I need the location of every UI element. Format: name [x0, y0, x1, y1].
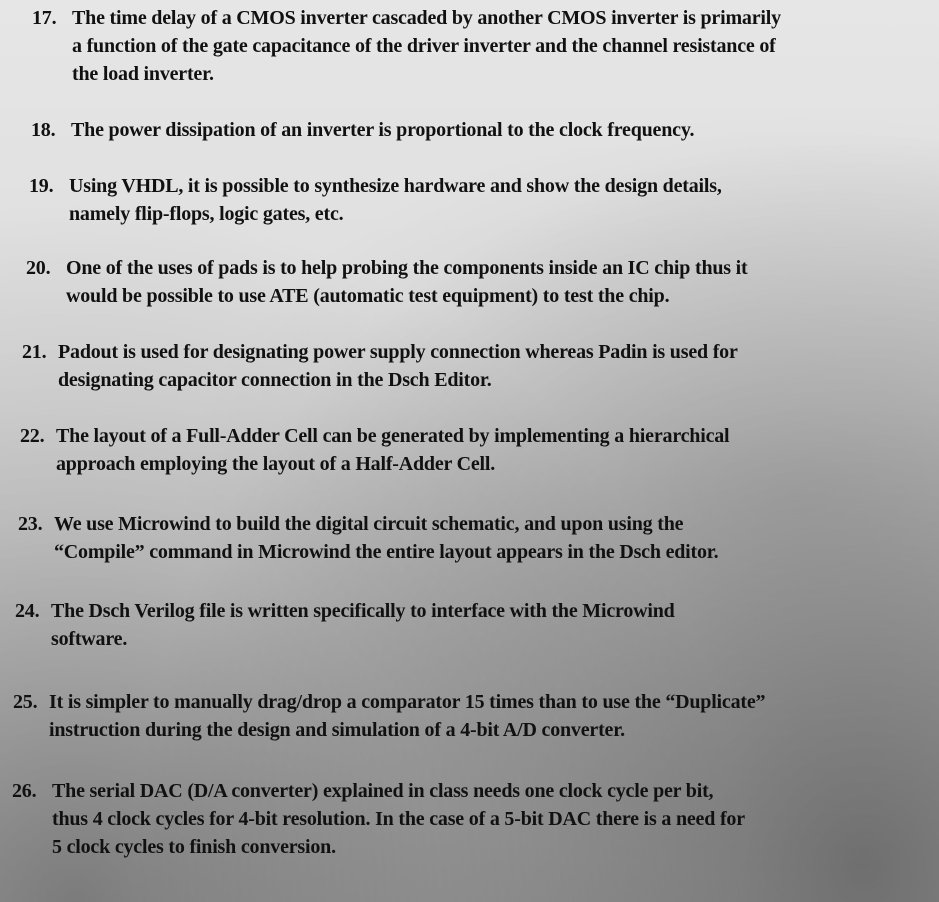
question-text: [66, 254, 916, 310]
question-number: 17.: [32, 7, 57, 29]
question-26: [12, 777, 927, 861]
question-line: One of the uses of pads is to help probing the components inside an IC chip thus it: [66, 257, 748, 279]
question-number: 18.: [31, 119, 56, 141]
question-line: approach employing the layout of a Half-Adder Cell.: [56, 453, 496, 475]
question-text: [52, 777, 927, 861]
question-line: 5 clock cycles to finish conversion.: [52, 836, 336, 858]
question-number: 19.: [29, 175, 54, 197]
question-line: The time delay of a CMOS inverter cascaded by another CMOS inverter is primarily: [72, 7, 781, 29]
question-18: [31, 116, 911, 144]
question-number: 26.: [12, 780, 37, 802]
question-number: 20.: [26, 257, 51, 279]
question-17: [32, 4, 912, 88]
question-line: designating capacitor connection in the Dsch Editor.: [58, 369, 492, 391]
question-24: [15, 597, 915, 653]
question-text: [71, 116, 911, 144]
question-number: 21.: [22, 341, 47, 363]
question-line: We use Microwind to build the digital circuit schematic, and upon using the: [54, 513, 684, 535]
question-25: [13, 688, 923, 744]
question-20: [26, 254, 916, 310]
question-line: software.: [51, 628, 128, 650]
question-line: namely flip-flops, logic gates, etc.: [69, 203, 344, 225]
question-text: [54, 510, 918, 566]
question-line: The power dissipation of an inverter is proportional to the clock frequency.: [71, 119, 695, 141]
question-line: The serial DAC (D/A converter) explained in class needs one clock cycle per bit,: [52, 780, 714, 802]
question-text: [56, 422, 910, 478]
question-line: instruction during the design and simulation of a 4-bit A/D converter.: [49, 719, 625, 741]
question-text: [72, 4, 912, 88]
question-21: [22, 338, 912, 394]
question-line: Using VHDL, it is possible to synthesize hardware and show the design details,: [69, 175, 722, 197]
question-line: It is simpler to manually drag/drop a comparator 15 times than to use the “Duplicate”: [49, 691, 766, 713]
question-line: “Compile” command in Microwind the entire layout appears in the Dsch editor.: [54, 541, 719, 563]
question-line: The layout of a Full-Adder Cell can be generated by implementing a hierarchical: [56, 425, 730, 447]
question-line: the load inverter.: [72, 63, 214, 85]
question-text: [49, 688, 923, 744]
question-line: The Dsch Verilog file is written specifically to interface with the Microwind: [51, 600, 675, 622]
question-number: 25.: [13, 691, 38, 713]
question-text: [69, 172, 909, 228]
question-23: [18, 510, 918, 566]
question-line: thus 4 clock cycles for 4-bit resolution. In the case of a 5-bit DAC there is a need for: [52, 808, 745, 830]
question-line: a function of the gate capacitance of the driver inverter and the channel resistance of: [72, 35, 776, 57]
question-19: [29, 172, 909, 228]
question-22: [20, 422, 910, 478]
question-number: 23.: [18, 513, 43, 535]
question-number: 24.: [15, 600, 40, 622]
question-line: would be possible to use ATE (automatic test equipment) to test the chip.: [66, 285, 670, 307]
question-text: [51, 597, 915, 653]
question-number: 22.: [20, 425, 45, 447]
question-text: [58, 338, 912, 394]
question-line: Padout is used for designating power supply connection whereas Padin is used for: [58, 341, 738, 363]
